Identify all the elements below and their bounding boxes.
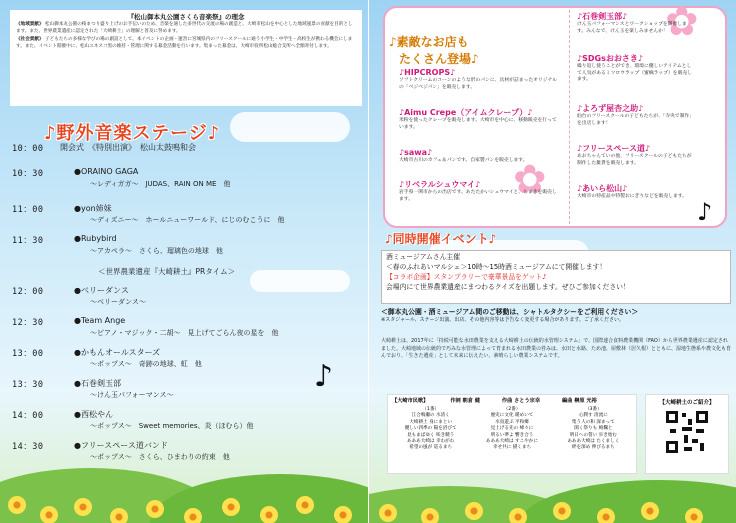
shop-item bbox=[399, 148, 561, 165]
shop-desc: ソフトクリームのコーンのような形のパンに、具材が詰まったオリジナルの「ベジベジパン」を販売します。 bbox=[399, 78, 557, 90]
shop-desc: あおちゃんていの他、フリースクールの子どもたちが制作した雑貨を販売します。 bbox=[577, 154, 692, 166]
shop-desc: 大崎市古川のカフェ＆パンです。自家製パンを販売します。 bbox=[399, 158, 528, 163]
shop-item bbox=[399, 108, 561, 131]
song-header bbox=[392, 397, 632, 404]
hill bbox=[519, 480, 736, 523]
lyric-line: （1番） bbox=[422, 407, 440, 412]
song-verse-2 bbox=[473, 407, 550, 452]
qr-code-icon[interactable] bbox=[666, 411, 708, 453]
schedule-performer: ●かもんオールスターズ bbox=[74, 348, 161, 357]
event-organizer: 酒ミュージアムさん主催 bbox=[386, 253, 461, 261]
cherry-blossom-icon: ✿ bbox=[665, 0, 699, 45]
shop-name: ♪リベラルシュウマイ♪ bbox=[399, 180, 481, 189]
shop-item bbox=[577, 104, 695, 127]
song-verses bbox=[392, 407, 632, 452]
flower-icon bbox=[641, 502, 659, 520]
philosophy-box bbox=[10, 10, 362, 106]
lyric-line: 見上げる先の 峰々に bbox=[490, 426, 534, 432]
schedule-songs: ～アカペラ～ さくら、瑠璃色の地球 他 bbox=[90, 247, 223, 255]
song-composer: 作曲 さとう宗幸 bbox=[501, 398, 541, 404]
lyric-line: あああ大崎は すこやかに bbox=[485, 439, 538, 445]
shop-desc: 繰り返し使うことができ、環境に優しいアイテムとして人気があるミツロウラップ（蜜蝋ラップ）を販売します。 bbox=[577, 64, 692, 83]
philosophy-title: 『松山御本丸公園さくら音楽祭』の理念 bbox=[127, 13, 245, 21]
lyric-line: 幸せ共に 描くまち bbox=[492, 445, 532, 451]
shop-name: ♪よろず屋杏之助♪ bbox=[577, 104, 644, 113]
right-page bbox=[368, 0, 736, 523]
flower-icon bbox=[296, 496, 314, 514]
shop-name: ♪Aimu Crepe（アイムクレープ）♪ bbox=[399, 108, 533, 117]
cherry-blossom-icon: ✿ bbox=[513, 157, 547, 203]
lyric-line: 絆を深め 伸びるまち bbox=[571, 445, 615, 451]
flower-icon bbox=[509, 508, 527, 523]
flower-icon bbox=[334, 506, 352, 523]
schedule-songs: ～ディズニー～ ホールニューワールド、にじのむこうに 他 bbox=[90, 216, 285, 224]
schedule-time: 12：00 bbox=[12, 287, 44, 297]
flower-icon bbox=[40, 506, 58, 523]
shop-desc: 岩手県一関市からの出店です。あたたかいシュウマイと、ちまきを販売します。 bbox=[399, 190, 557, 202]
schedule-time: 13：30 bbox=[12, 380, 44, 390]
schedule-performer: ●yon姉妹 bbox=[74, 204, 112, 213]
schedule-time: 11：30 bbox=[12, 236, 44, 246]
lyric-line: 水鳥遊ぶ 平和郷 bbox=[495, 419, 529, 425]
lyric-line: 明るい夢よ 響き合う bbox=[490, 432, 534, 438]
divider bbox=[569, 10, 570, 224]
schedule-time: 12：30 bbox=[12, 318, 44, 328]
event-marche: ＜春のふれあいマルシェ＞10時～15時酒ミュージアムにて開催します！ bbox=[386, 263, 607, 271]
schedule-songs: ～レディガガ～ JUDAS、RAIN ON ME 他 bbox=[90, 180, 231, 188]
schedule-performer: ●Rubybird bbox=[74, 234, 117, 243]
flower-icon bbox=[110, 508, 128, 523]
flower-icon bbox=[421, 508, 439, 523]
philosophy-section-1 bbox=[16, 22, 356, 35]
heritage-pr-time: ＜世界農業遺産『大崎耕土』PRタイム＞ bbox=[98, 267, 236, 276]
shop-item bbox=[577, 12, 695, 35]
flower-icon bbox=[260, 506, 278, 523]
section-body: 子どもたちの多様な学びの場の創設として、本イベントの企画・運営に宮城県内のフリースクールに通う小学生・中学生・高校生が携わる機会にします。また、イベント開催中に、松山ユネスコ黒の維持・管理に関する募金活動を行います。集まった募金は、大崎市役所松山総合支所へ全額寄付します。 bbox=[16, 37, 353, 49]
shop-desc: 大崎市の特産品や特製おにぎりなどを販売します。 bbox=[577, 194, 687, 199]
shop-desc: 仙台のフリースクールの子どもたちが、「寺央で制作」を出店します！ bbox=[577, 114, 694, 126]
lyric-line: 優しい四季の 陽を浴びて bbox=[404, 426, 457, 432]
flower-icon bbox=[553, 502, 571, 520]
lyric-line: 心潤す 清流に bbox=[578, 413, 608, 419]
flower-icon bbox=[379, 504, 397, 522]
song-title: 【大崎市民歌】 bbox=[392, 398, 429, 404]
lyric-line: 希望の風が 巡るまち bbox=[409, 445, 453, 451]
schedule-performer: ●ORAINO GAGA bbox=[74, 167, 139, 176]
lyric-line: 歴史に文化 暖めいて bbox=[490, 413, 534, 419]
shops-title-line: ♪素敵なお店も bbox=[389, 35, 469, 49]
shop-item bbox=[577, 184, 695, 201]
shop-name: ♪SDGsおおさき♪ bbox=[577, 54, 643, 63]
qr-caption: 【大崎耕土のご紹介】 bbox=[659, 400, 715, 406]
shuttle-info bbox=[381, 308, 731, 324]
shop-name: ♪石巻剣玉部♪ bbox=[577, 12, 628, 21]
schedule-performer: ●フリースペース道バンド bbox=[74, 441, 168, 450]
shop-name: ♪sawa♪ bbox=[399, 148, 433, 157]
shops-title bbox=[389, 34, 479, 68]
section-heading: 《地域貢献》 bbox=[16, 22, 44, 28]
shop-item bbox=[399, 180, 561, 203]
flower-icon bbox=[74, 498, 92, 516]
lyric-line: （3番） bbox=[584, 407, 602, 412]
lyric-line: あああ大崎は 幸わがわ bbox=[406, 439, 455, 445]
music-note-icon: ♪ bbox=[697, 198, 713, 226]
lyric-line: 開く祭りも 絢爛と bbox=[574, 426, 613, 432]
flower-icon bbox=[184, 508, 202, 523]
stage-title: ♪野外音楽ステージ♪ bbox=[44, 123, 221, 144]
song-verse-1 bbox=[392, 407, 469, 452]
shop-desc: 米粉を使ったクレープを販売します。大崎市を中心に、移動販売を行っています。 bbox=[399, 118, 557, 130]
schedule-songs: ～けん玉パフォーマンス～ bbox=[90, 391, 174, 399]
event-box bbox=[381, 250, 731, 304]
qr-box bbox=[645, 394, 729, 474]
schedule-performer: ●ベリーダンス bbox=[74, 286, 129, 295]
flower-icon bbox=[146, 500, 164, 518]
lyric-line: 明日への誓い 歩き始む bbox=[569, 432, 618, 438]
shop-item bbox=[577, 54, 695, 84]
shop-name: ♪HIPCROPS♪ bbox=[399, 68, 456, 77]
shop-name: ♪フリースペース道♪ bbox=[577, 144, 651, 153]
song-lyricist: 作詞 朝倉 健 bbox=[450, 398, 480, 404]
song-verse-3 bbox=[555, 407, 632, 452]
lyric-line: 大崎耕土 身にまとい bbox=[409, 419, 453, 425]
lyric-line: 見もまばゆく 咲き競う bbox=[406, 432, 455, 438]
city-song-box bbox=[387, 394, 637, 474]
shop-desc: けん玉パフォーマンスとワークショップを開催します。みんなで、けん玉を楽しみませんか！ bbox=[577, 22, 687, 34]
event-title: ♪同時開催イベント♪ bbox=[385, 232, 497, 246]
schedule-time: 14：00 bbox=[12, 411, 44, 421]
flower-icon bbox=[597, 508, 615, 523]
section-body: 松山御本丸公園の桜まつり盛り上げのお手伝いのため、音楽を通した多世代の交流の場の創造と、大崎市松山を中心とした地域風景の貢献を目的とします。また、世界農業遺産に認定された「大崎耕土」の理解と普及に努めます。 bbox=[16, 22, 353, 34]
shop-name: ♪あいら松山♪ bbox=[577, 184, 628, 193]
flower-icon bbox=[8, 496, 26, 514]
cloud bbox=[230, 112, 350, 142]
lyric-line: （2番） bbox=[503, 407, 521, 412]
schedule-time: 10：30 bbox=[12, 169, 44, 179]
shuttle-main: ＜御本丸公園・酒ミュージアム間のご移動は、シャトルタクシーをご利用ください＞ bbox=[381, 308, 639, 316]
philosophy-section-2 bbox=[16, 37, 356, 50]
lyric-line: 集う人の和 深まって bbox=[571, 419, 615, 425]
section-heading: 《社会貢献》 bbox=[16, 37, 44, 43]
shuttle-note: ※スタジャール、ステージ出演、出店、その他内容等は予告なく変更する場合があります。ご了承ください。 bbox=[381, 317, 624, 323]
event-stamp-rally: 【コラボ企画】スタンプラリーで豪華景品をゲット♪ bbox=[386, 273, 547, 281]
heritage-description: 大崎耕土は、2017年に「持続可能な水田農業を支える大崎耕土の伝統的水管理システム」で、国際連合食料農業機関（FAO）から世界農業遺産に認定されました。大崎地域の伝統的で巧みな水管理によって育まれる水田農業の営みは、水田と水路、ため池、屋敷林（居久根）とともに、湿地生態系や農文化も育んでおり、「生きた遺産」として未来に伝えたい、素晴らしい農業システムです。 bbox=[381, 338, 732, 360]
schedule-time: 14：30 bbox=[12, 442, 44, 452]
flower-icon bbox=[222, 498, 240, 516]
schedule-songs: ～ピアノ・マジック・二胡～ 見上げてごらん夜の星を 他 bbox=[90, 329, 279, 337]
schedule-time: 13：00 bbox=[12, 349, 44, 359]
schedule-performer: ●Team Ange bbox=[74, 316, 126, 325]
shop-item bbox=[399, 68, 561, 91]
schedule-songs: ～ポップス～ さくら、ひまわりの約束 他 bbox=[90, 453, 230, 461]
schedule-time: 11：00 bbox=[12, 205, 44, 215]
schedule-time: 10：00 bbox=[12, 144, 44, 154]
song-arranger: 編曲 榊原 光裕 bbox=[562, 398, 597, 404]
schedule-performer: ●西松やん bbox=[74, 410, 113, 419]
schedule-performer: ●石巻剣玉部 bbox=[74, 379, 121, 388]
shops-title-line: たくさん登場♪ bbox=[399, 52, 479, 66]
flower-icon bbox=[465, 502, 483, 520]
shop-item bbox=[577, 144, 695, 167]
lyric-line: あああ大崎は たくましく bbox=[567, 439, 620, 445]
schedule-performer: 開会式 《特別出演》 松山太鼓鳴和会 bbox=[60, 143, 196, 152]
schedule-songs: ～ポップス～ Sweet memories、炎（ほむら）他 bbox=[90, 422, 254, 430]
cloud bbox=[250, 270, 350, 292]
schedule-songs: ～ポップス～ 奇跡の地球、虹 他 bbox=[90, 360, 202, 368]
flower-icon bbox=[685, 508, 703, 523]
music-note-icon: ♪ bbox=[314, 359, 334, 394]
lyric-line: 江合鳴瀬の 水清く bbox=[411, 413, 450, 419]
event-quiz: 会場内にて世界農業遺産にまつわるクイズを出題します。ぜひご参加ください！ bbox=[386, 283, 630, 291]
schedule-songs: ～ベリーダンス～ bbox=[90, 298, 146, 306]
